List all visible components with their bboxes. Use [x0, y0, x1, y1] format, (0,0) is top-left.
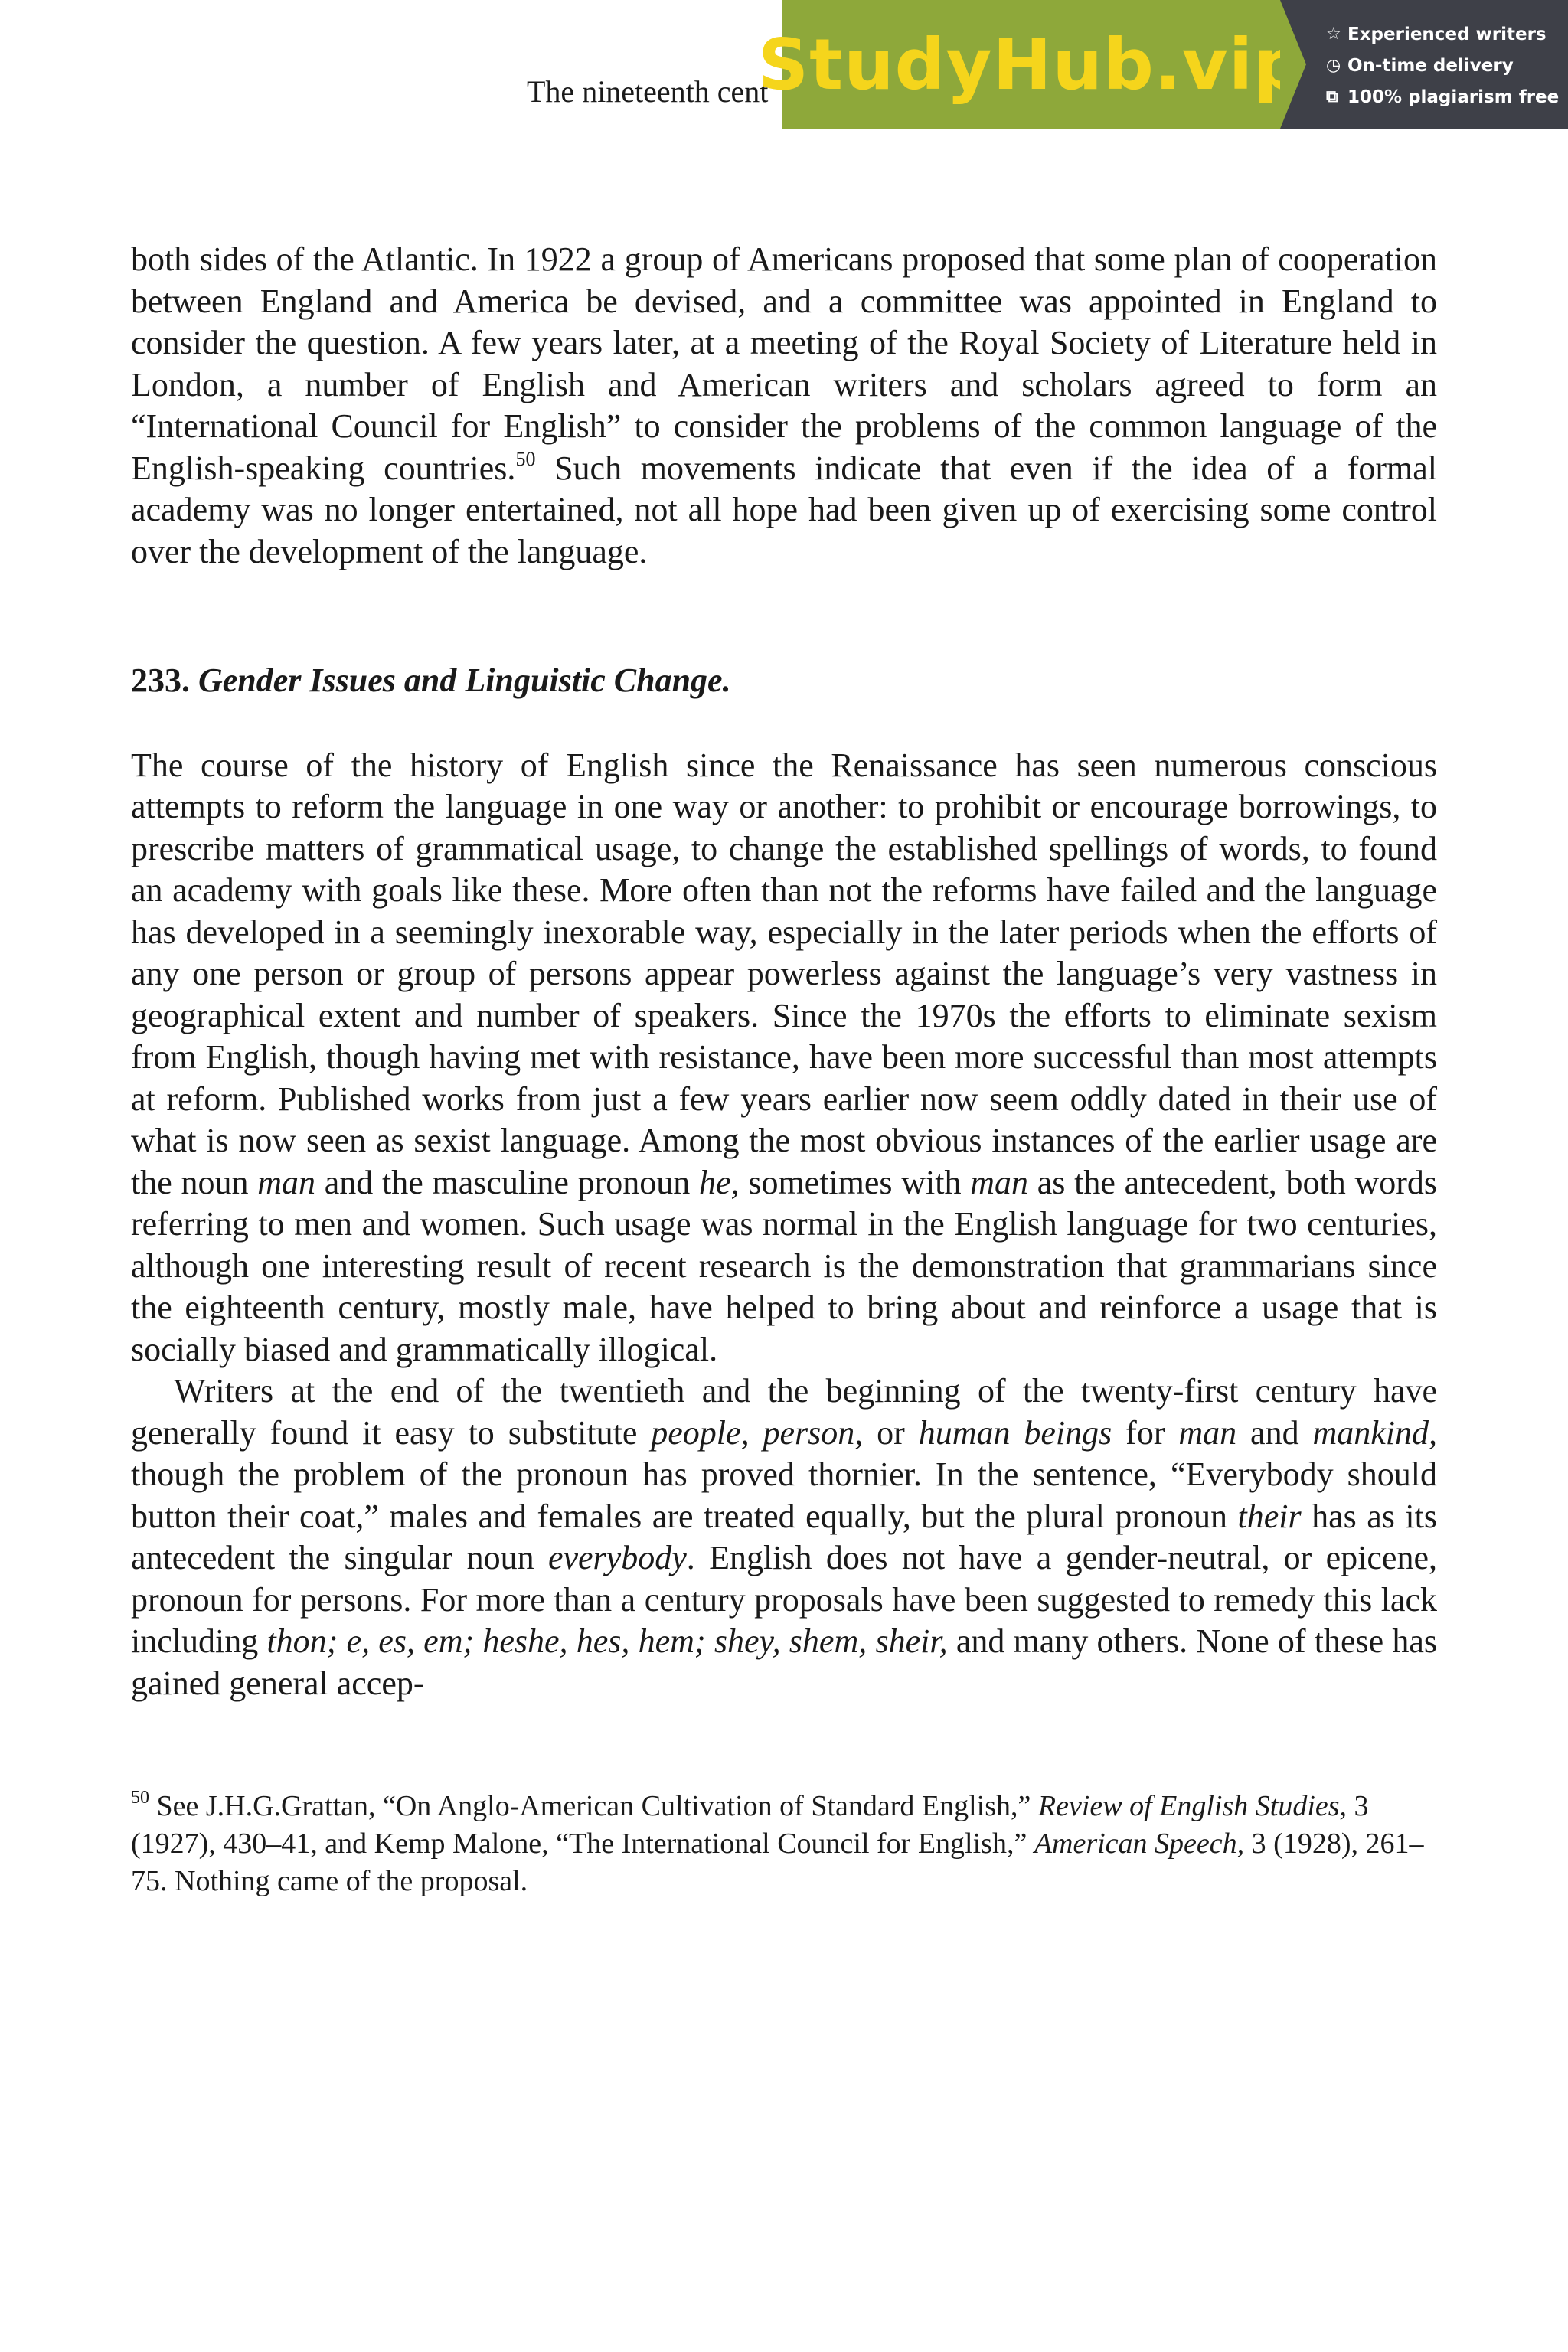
italic-term: their: [1237, 1497, 1302, 1535]
footnote: [131, 1788, 1437, 1900]
footnote-50: [131, 1788, 1437, 1900]
section-heading: [131, 573, 1437, 745]
text-run: though the problem of the pronoun has proved thornier. In the sentence, “Everybody should button their coat,” males and females are treated equally, but the plural pronoun: [131, 1455, 1437, 1535]
feature-plagiarism-free: [1326, 81, 1568, 113]
text-run: has as its antecedent the singular noun: [131, 1497, 1437, 1576]
section-number: 233.: [131, 662, 190, 699]
italic-term: he,: [699, 1163, 740, 1201]
italic-term: man: [970, 1163, 1029, 1201]
feature-experienced-writers: [1326, 18, 1568, 50]
text-run: for: [1112, 1413, 1179, 1452]
italic-term: people, person,: [651, 1413, 864, 1452]
paragraph-continued: [131, 239, 1437, 573]
text-run: 3 (1927), 430–41, and Kemp Malone, “The International Council for English,”: [131, 1790, 1369, 1860]
feature-label: Experienced writers: [1348, 24, 1547, 44]
italic-term: mankind,: [1312, 1413, 1438, 1452]
italic-title: Review of English Studies,: [1037, 1790, 1348, 1822]
text-run: . English does not have a gender-neutral, or epicene, pronoun for persons. For more than a century proposals have been suggested to remedy this lack including: [131, 1539, 1437, 1660]
text-run: and: [1236, 1413, 1313, 1452]
main-text: [131, 239, 1437, 1704]
text-run: See J.H.G.Grattan, “On Anglo-American Cultivation of Standard English,”: [149, 1790, 1038, 1822]
star-outline-icon: ☆: [1326, 24, 1341, 44]
paragraph-gender-reform: [131, 745, 1437, 1371]
paragraph-pronoun-problem: [131, 1370, 1437, 1704]
text-run: 3 (1928), 261–75. Nothing came of the proposal.: [131, 1828, 1424, 1897]
text-run: or: [863, 1413, 919, 1452]
text-run: as the antecedent, both words referring to men and women. Such usage was normal in the English language for two centuries, although one interesting result of recent research is the demonstration that grammarians since the eighteenth century, mostly male, have helped to bring about and reinforce a usage that is socially biased and grammatically illogical.: [131, 1163, 1437, 1368]
feature-label: On-time delivery: [1348, 55, 1514, 76]
copy-check-icon: ⧉: [1326, 87, 1338, 106]
italic-title: American Speech,: [1034, 1828, 1245, 1860]
feature-on-time-delivery: [1326, 50, 1568, 81]
text-run: The course of the history of English since the Renaissance has seen numerous conscious attempts to reform the language in one way or another: to prohibit or encourage borrowings, to prescribe matters of grammatical usage, to change the established spellings of words, to found an academy with goals like these. More often than not the reforms have failed and the language has developed in a seemingly inexorable way, especially in the later periods when the efforts of any one person or group of persons appear powerless against the language’s very vastness in geographical extent and number of speakers. Since the 1970s the efforts to eliminate sexism from English, though having met with resistance, have been more successful than most attempts at reform. Published works from just a few years earlier now seem oddly dated in their use of what is now seen as sexist language. Among the most obvious instances of the earlier usage are the noun: [131, 746, 1437, 1201]
feature-label: 100% plagiarism free: [1348, 87, 1560, 107]
footnote-ref[interactable]: 50: [515, 447, 536, 470]
text-run: Such movements indicate that even if the idea of a formal academy was no longer entertained, not all hope had been given up of exercising some control over the development of the language.: [131, 449, 1437, 570]
text-run: both sides of the Atlantic. In 1922 a group of Americans proposed that some plan of cooperation between England and America be devised, and a committee was appointed in England to consider the question. A few years later, at a meeting of the Royal Society of Literature held in London, a number of English and American writers and scholars agreed to form an “International Council for English” to consider the problems of the common language of the English-speaking countries.: [131, 240, 1437, 487]
clock-icon: ◷: [1326, 56, 1341, 75]
running-head: The nineteenth cent: [527, 74, 769, 109]
italic-term: man: [1178, 1413, 1237, 1452]
italic-term: everybody: [547, 1539, 687, 1576]
text-run: and the masculine pronoun: [315, 1163, 700, 1201]
studyhub-logo[interactable]: [757, 0, 1305, 129]
italic-term: man: [257, 1163, 316, 1201]
banner-features: [1280, 0, 1568, 129]
section-title: Gender Issues and Linguistic Change.: [198, 662, 731, 699]
text-run: and many others. None of these has gained general accep-: [131, 1622, 1438, 1702]
logo-text: StudyHub.vip: [757, 23, 1305, 106]
text-run: sometimes with: [739, 1163, 971, 1201]
italic-term: human beings: [918, 1413, 1112, 1452]
text-run: Writers at the end of the twentieth and the beginning of the twenty-first century have generally found it easy to substitute: [131, 1372, 1437, 1452]
italic-term: thon; e, es, em; heshe, hes, hem; shey, shem, sheir,: [266, 1622, 948, 1660]
studyhub-ad-banner[interactable]: [757, 0, 1568, 129]
footnote-number: 50: [131, 1788, 149, 1808]
